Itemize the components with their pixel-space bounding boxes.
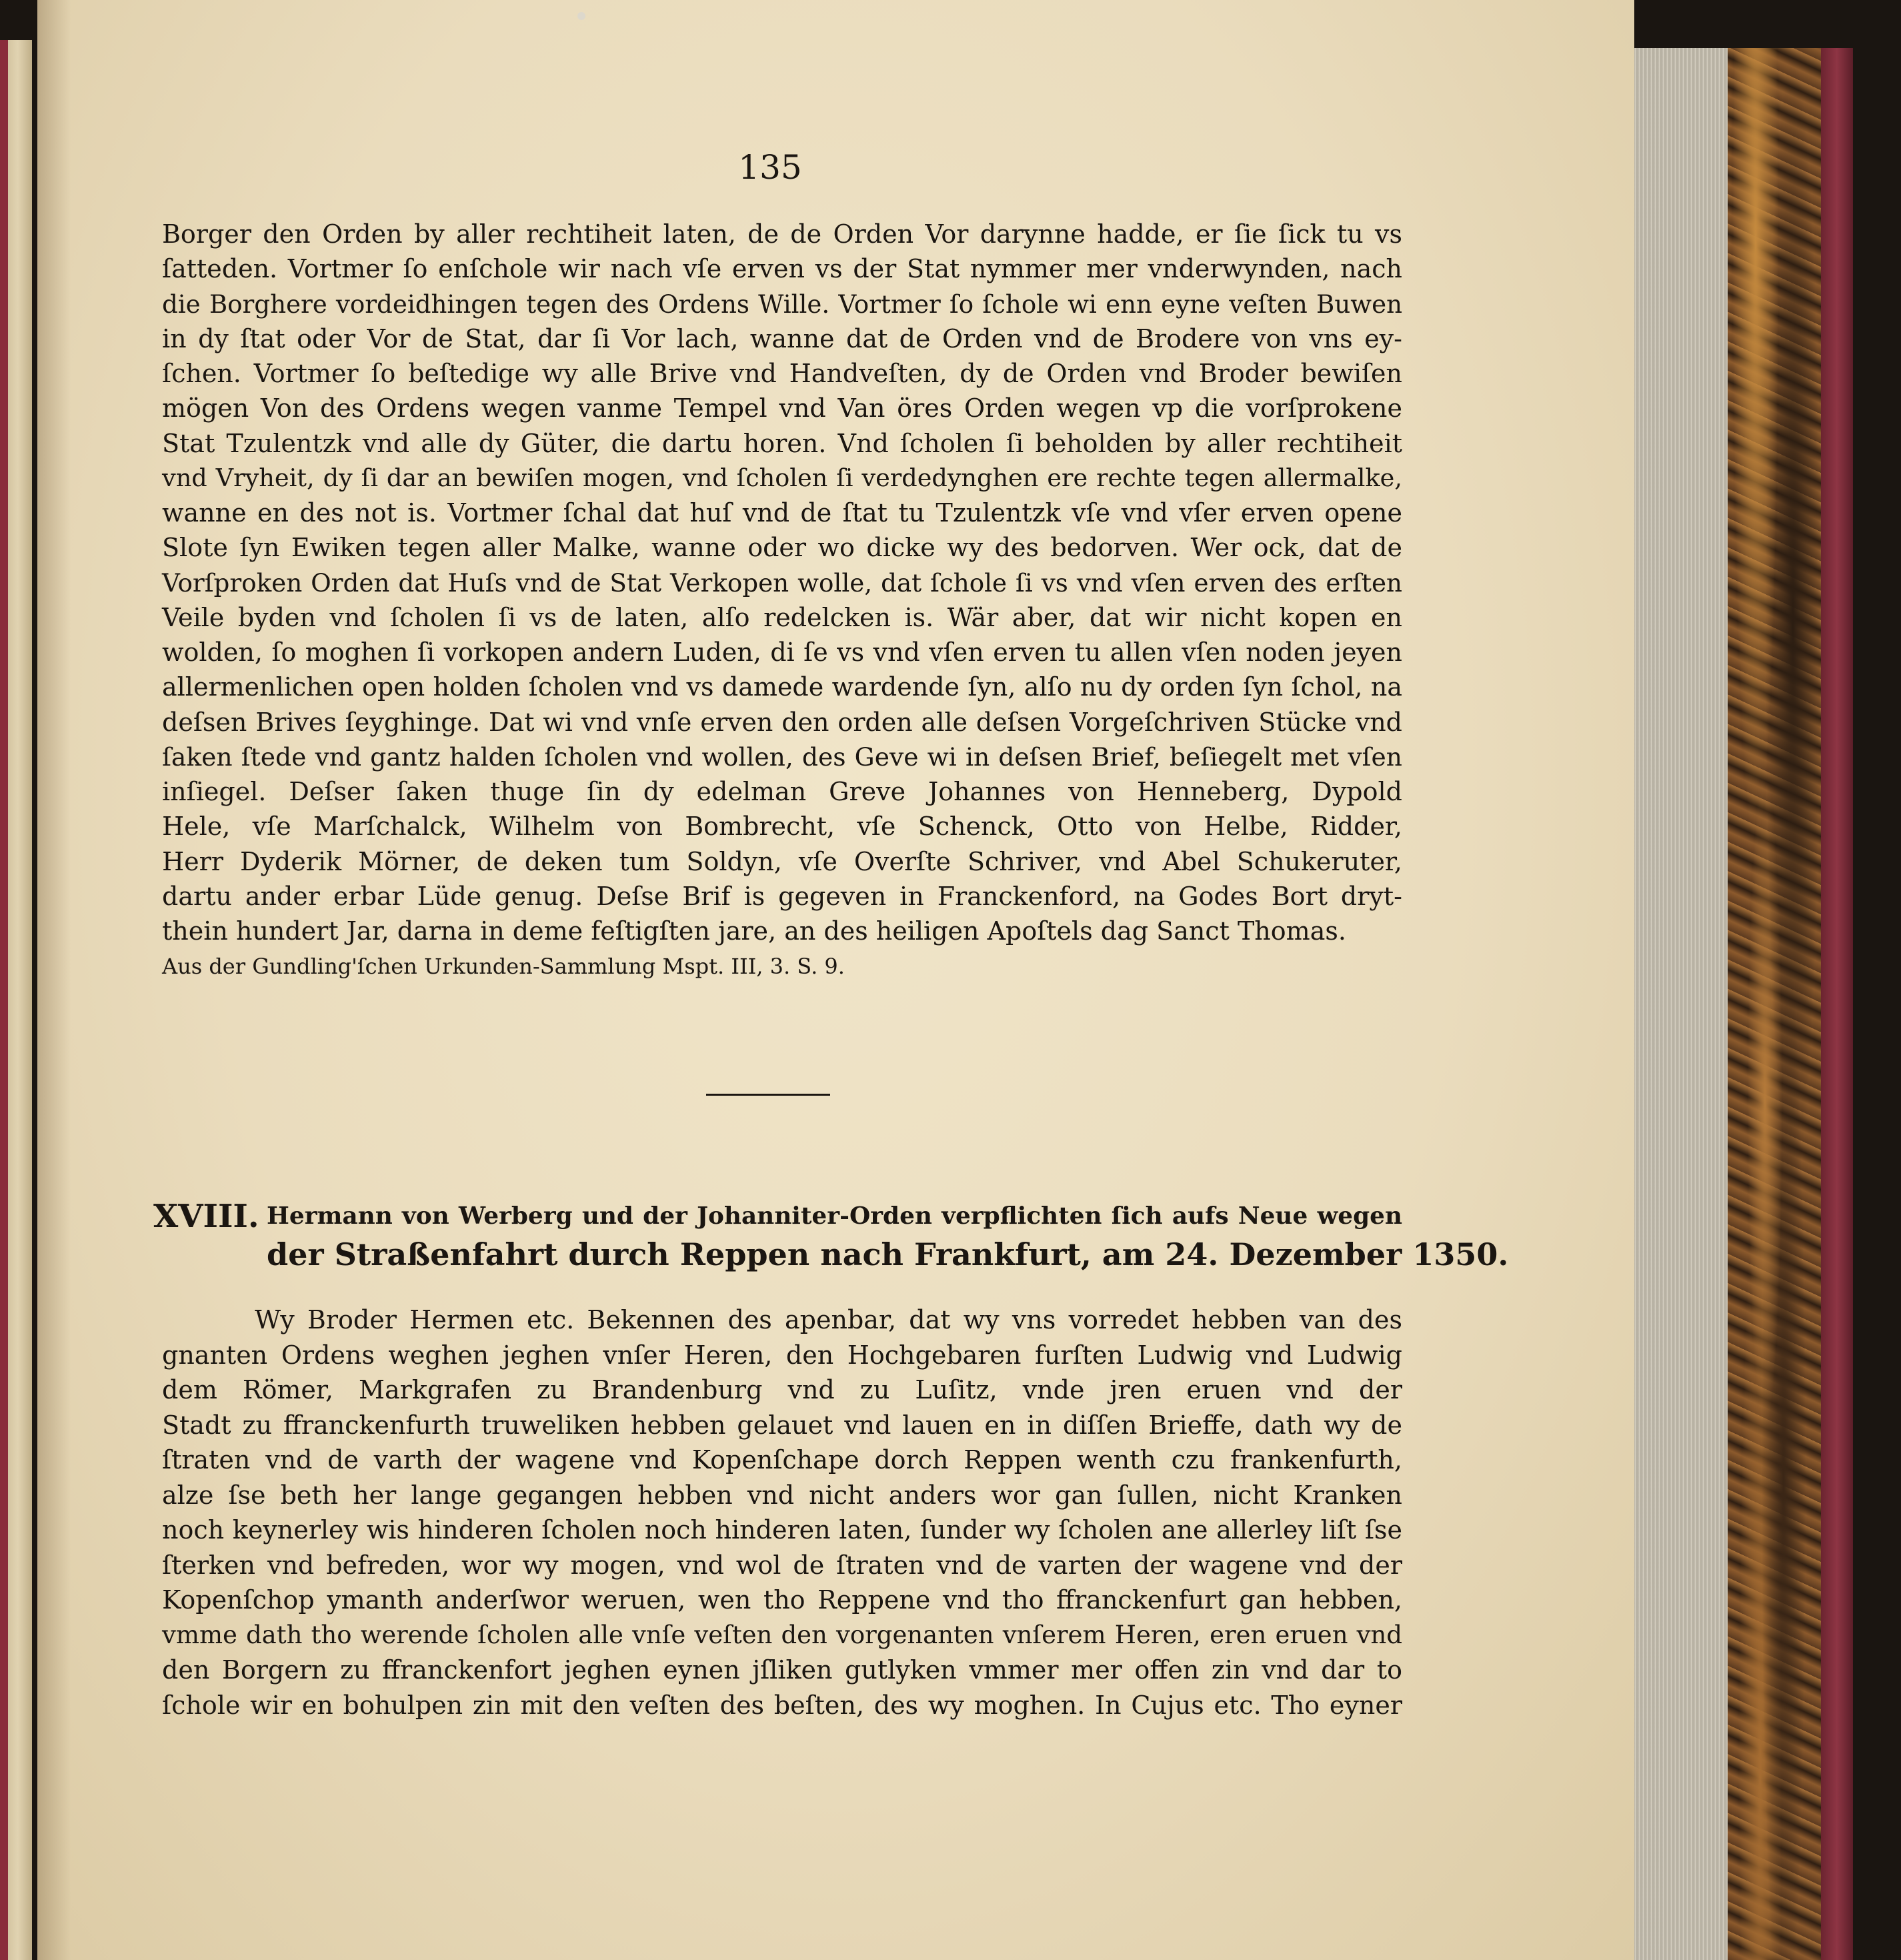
- text-line: Slote ſyn Ewiken tegen aller Malke, wanne oder wo dicke wy des bedorven. Wer ock, dat de: [162, 533, 1402, 562]
- text-line: Borger den Orden by aller rechtiheit laten, de de Orden Vor darynne hadde, er ſie ſick tu vs: [162, 219, 1402, 249]
- marbled-cover: [1728, 48, 1821, 1960]
- text-line: inſiegel. Deſser ſaken thuge ſin dy edelman Greve Johannes von Henneberg, Dypold: [162, 777, 1402, 806]
- text-line: deſsen Brives ſeyghinge. Dat wi vnd vnſe erven den orden alle deſsen Vorgeſchriven Stücke vnd: [162, 708, 1402, 737]
- text-line: vmme dath tho werende ſcholen alle vnſe veſten den vorgenanten vnſerem Heren, eren eruen vnd: [162, 1621, 1402, 1649]
- text-line: in dy ſtat oder Vor de Stat, dar ſi Vor lach, wanne dat de Orden vnd de Brodere von vns ey-: [162, 324, 1402, 353]
- text-line: Herr Dyderik Mörner, de deken tum Soldyn, vſe Overſte Schriver, vnd Abel Schukeruter,: [162, 847, 1402, 876]
- page-number: 135: [738, 148, 802, 187]
- section-divider: [706, 1094, 830, 1096]
- text-line: wanne en des not is. Vortmer ſchal dat huſ vnd de ſtat tu Tzulentzk vſe vnd vſer erven opene: [162, 498, 1402, 528]
- text-line: noch keynerley wis hinderen ſcholen noch hinderen laten, ſunder wy ſcholen ane allerley liſt ſse: [162, 1515, 1402, 1545]
- text-line: die Borghere vordeidhingen tegen des Ordens Wille. Vortmer ſo ſchole wi enn eyne veſten Buwen: [162, 289, 1402, 319]
- text-line: alze ſse beth her lange gegangen hebben vnd nicht anders wor gan ſullen, nicht Kranken: [162, 1481, 1402, 1510]
- gutter-shadow: [37, 0, 71, 1960]
- section-number: XVIII.: [153, 1198, 259, 1235]
- text-line: Stat Tzulentzk vnd alle dy Güter, die dartu horen. Vnd ſcholen ſi beholden by aller rechtiheit: [162, 429, 1402, 458]
- text-line: ſtraten vnd de varth der wagene vnd Kopenſchape dorch Reppen wenth czu frankenfurth,: [162, 1445, 1402, 1475]
- page-edge-stack: [1634, 48, 1728, 1960]
- text-line: Vorſproken Orden dat Huſs vnd de Stat Verkopen wolle, dat ſchole ſi vs vnd vſen erven des erſten: [162, 568, 1402, 598]
- text-line: Kopenſchop ymanth anderſwor weruen, wen tho Reppene vnd tho ffranckenfurt gan hebben,: [162, 1585, 1402, 1615]
- text-line: Hele, vſe Marſchalck, Wilhelm von Bombrecht, vſe Schenck, Otto von Helbe, Ridder,: [162, 812, 1402, 841]
- text-line: thein hundert Jar, darna in deme feſtigſten jare, an des heiligen Apoſtels dag Sanct Thomas.: [162, 916, 1346, 946]
- text-line: mögen Von des Ordens wegen vanme Tempel vnd Van öres Orden wegen vp die vorſprokene: [162, 393, 1402, 423]
- left-cover-strip: [0, 40, 8, 1960]
- text-line: vnd Vryheit, dy ſi dar an bewiſen mogen, vnd ſcholen ſi verdedynghen ere rechte tegen allermalke,: [162, 463, 1402, 492]
- text-line: ſchen. Vortmer ſo beſtedige wy alle Brive vnd Handveſten, dy de Orden vnd Broder bewiſen: [162, 359, 1402, 388]
- text-line: Veile byden vnd ſcholen ſi vs de laten, alſo redelcken is. Wär aber, dat wir nicht kopen en: [162, 603, 1402, 632]
- text-line: dem Römer, Markgrafen zu Brandenburg vnd zu Luſitz, vnde jren eruen vnd der: [162, 1375, 1402, 1404]
- text-line: dartu ander erbar Lüde genug. Deſse Brif is gegeven in Franckenford, na Godes Bort dryt-: [162, 882, 1402, 911]
- text-line: Stadt zu ffranckenfurth truweliken hebben gelauet vnd lauen en in diſſen Brieffe, dath wy de: [162, 1410, 1402, 1440]
- text-line: ſatteden. Vortmer ſo enſchole wir nach vſe erven vs der Stat nymmer mer vnderwynden, nach: [162, 254, 1402, 283]
- section-heading-line-1: Hermann von Werberg und der Johanniter-Orden verpflichten ſich aufs Neue wegen: [267, 1202, 1402, 1230]
- pin-icon: [577, 12, 585, 20]
- text-line: gnanten Ordens weghen jeghen vnſer Heren, den Hochgebaren furſten Ludwig vnd Ludwig: [162, 1340, 1402, 1370]
- text-line: ſaken ſtede vnd gantz halden ſcholen vnd wollen, des Geve wi in deſsen Brief, beſiegelt met vſen: [162, 742, 1402, 772]
- text-line: Wy Broder Hermen etc. Bekennen des apenbar, dat wy vns vorredet hebben van des: [255, 1305, 1402, 1334]
- source-note: Aus der Gundling'ſchen Urkunden-Sammlung Mspt. III, 3. S. 9.: [162, 954, 845, 979]
- text-line: ſchole wir en bohulpen zin mit den veſten des beſten, des wy moghen. In Cujus etc. Tho eyner: [162, 1691, 1402, 1720]
- text-line: den Borgern zu ffranckenfort jeghen eynen jſliken gutlyken vmmer mer offen zin vnd dar to: [162, 1655, 1402, 1685]
- text-line: wolden, ſo moghen ſi vorkopen andern Luden, di ſe vs vnd vſen erven tu allen vſen noden jeyen: [162, 638, 1402, 667]
- text-line: allermenlichen open holden ſcholen vnd vs damede wardende ſyn, alſo nu dy orden ſyn ſchol, na: [162, 672, 1402, 702]
- section-heading-line-2: der Straßenfahrt durch Reppen nach Frankfurt, am 24. Dezember 1350.: [267, 1236, 1509, 1272]
- cover-binding: [1821, 48, 1853, 1960]
- text-line: ſterken vnd befreden, wor wy mogen, vnd wol de ſtraten vnd de varten der wagene vnd der: [162, 1551, 1402, 1580]
